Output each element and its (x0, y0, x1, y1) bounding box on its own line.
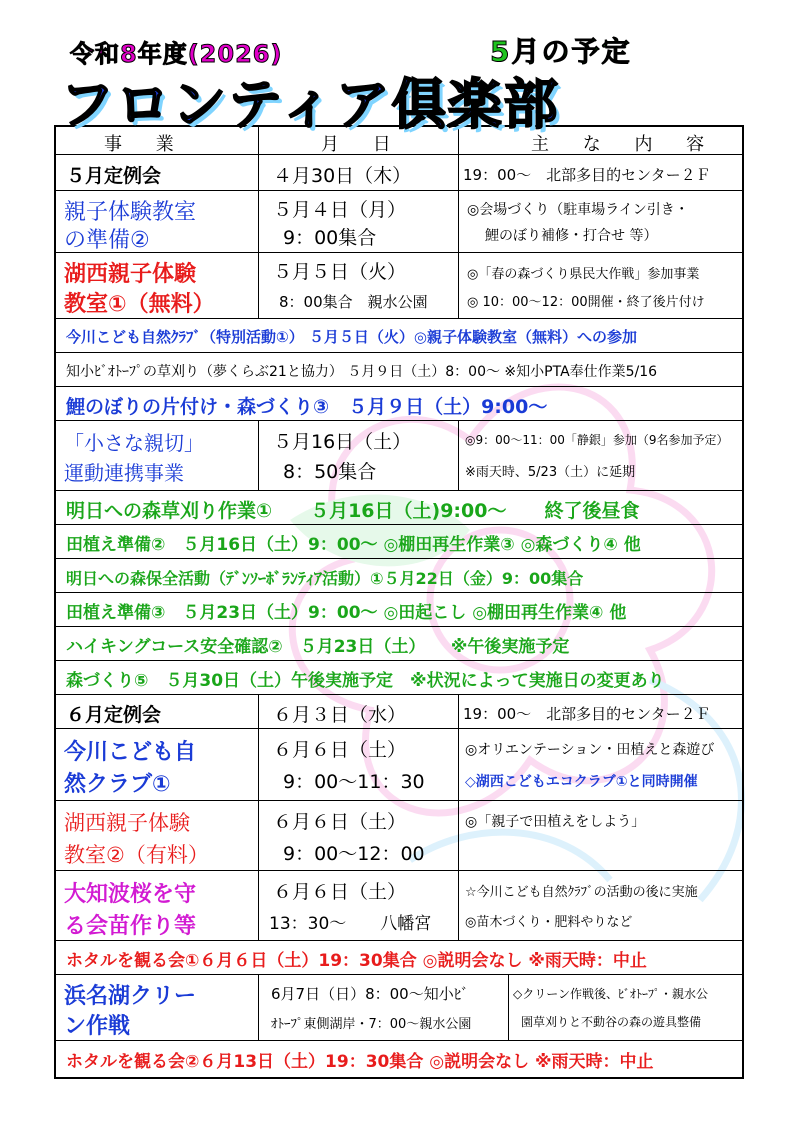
column-header-content: 主 な 内 容 (531, 134, 719, 155)
event-time: 9：00～12：00 (283, 843, 425, 865)
table-row (56, 353, 742, 387)
table-row (56, 387, 742, 421)
column-header-date: 月 日 (321, 134, 405, 155)
event-date: ６月６日（土） (273, 881, 407, 903)
event-time: 13：30～ 八幡宮 (269, 914, 432, 934)
column-header-event: 事 業 (104, 134, 188, 155)
event-detail: 19：00～ 北部多目的センター２Ｆ (463, 166, 711, 184)
table-row (56, 801, 742, 871)
event-name-line2: の準備② (64, 228, 150, 253)
table-row (56, 871, 742, 941)
event-date: ４月30日（木） (273, 165, 412, 187)
event-line: 鯉のぼりの片付け・森づくり③ ５月９日（土）9:00～ (66, 396, 548, 418)
table-row (56, 191, 742, 253)
table-row (56, 253, 742, 319)
table-row (56, 975, 742, 1041)
table-row (56, 421, 742, 491)
table-row (56, 559, 742, 593)
table-row (56, 491, 742, 525)
event-name-line1: 「小さな親切」 (64, 431, 204, 455)
table-row (56, 319, 742, 353)
event-date: ６月６日（土） (273, 811, 407, 833)
event-line: 明日への森草刈り作業① ５月16日（土)9:00～ 終了後昼食 (66, 500, 640, 522)
table-row (56, 525, 742, 559)
table-row (56, 155, 742, 191)
event-name-line2: る会苗作り等 (64, 914, 197, 939)
event-line: 知小ﾋﾞｵﾄｰﾌﾟの草刈り（夢くらぶ21と協力） ５月９日（土）8：00～ ※知小PTA奉仕作業5/16 (66, 364, 658, 380)
club-title: フロンティア倶楽部 (60, 73, 560, 136)
event-time: 8：00集合 親水公園 (279, 293, 428, 311)
event-line: ホタルを観る会②６月13日（土）19：30集合 ◎説明会なし ※雨天時：中止 (66, 1052, 654, 1072)
event-detail-line1: ◎「春の森づくり県民大作戦」参加事業 (467, 267, 700, 282)
event-date: ５月16日（土） (273, 431, 412, 453)
table-row (56, 627, 742, 661)
event-line: 田植え準備③ ５月23日（土）9：00～ ◎田起こし ◎棚田再生作業④ 他 (66, 603, 627, 623)
event-date: ５月５日（火） (273, 261, 407, 283)
table-row (56, 941, 742, 975)
event-detail-line1: ◇クリーン作戦後、ﾋﾞｵﾄｰﾌﾟ・親水公 (513, 987, 708, 1001)
event-line: ホタルを観る会①６月６日（土）19：30集合 ◎説明会なし ※雨天時：中止 (66, 951, 647, 971)
event-detail-line2: ※雨天時、5/23（土）に延期 (465, 465, 636, 480)
event-detail-line2: ◎苗木づくり・肥料やりなど (465, 915, 633, 930)
event-time: 9：00～11：30 (283, 771, 425, 793)
month-plan-label: 5月の予定 (490, 35, 632, 68)
event-date: ６月３日（水） (273, 704, 407, 726)
event-name: ５月定例会 (66, 165, 162, 187)
event-name-line2: 然クラブ① (64, 772, 171, 797)
fiscal-year-label: 令和8年度(2026) (70, 40, 283, 68)
event-name-line1: 湖西親子体験 (64, 262, 197, 287)
event-line: 明日への森保全活動（ﾃﾞﾝｿｰﾎﾞﾗﾝﾃｨｱ活動）①５月22日（金）9：00集合 (66, 569, 584, 588)
event-name-line2: 運動連携事業 (64, 461, 184, 485)
event-detail-line1: ◎オリエンテーション・田植えと森遊び (465, 742, 715, 758)
table-row (56, 1041, 742, 1077)
event-name-line1: 湖西親子体験 (64, 811, 190, 835)
event-detail-line1: ◎9：00～11：00「静銀」参加（9名参加予定） (465, 433, 729, 447)
event-name-line2: ン作戦 (64, 1014, 131, 1039)
event-detail-line1: ◎「親子で田植えをしよう」 (465, 814, 646, 830)
event-detail-line1: ☆今川こども自然ｸﾗﾌﾞの活動の後に実施 (465, 885, 698, 900)
event-date: 6月7日（日）8：00～知小ﾋﾞ (271, 985, 469, 1003)
event-date: ６月６日（土） (273, 739, 407, 761)
event-detail-line2: ◎ 10：00～12：00開催・終了後片付け (467, 295, 705, 310)
event-line: 今川こども自然ｸﾗﾌﾞ（特別活動①） ５月５日（火）◎親子体験教室（無料）への参加 (66, 328, 638, 346)
table-row (56, 593, 742, 627)
event-detail-line2: 園草刈りと不動谷の森の遊具整備 (521, 1015, 702, 1029)
event-time: 8：50集合 (283, 461, 377, 483)
event-detail: 19：00～ 北部多目的センター２Ｆ (463, 705, 711, 723)
event-detail-line1: ◎会場づくり（駐車場ライン引き・ (467, 202, 689, 218)
table-row (56, 695, 742, 729)
schedule-table (54, 125, 744, 1079)
event-detail-line2: 鯉のぼり補修・打合せ 等） (485, 228, 658, 244)
page-header (0, 0, 800, 136)
event-time: ｵﾄｰﾌﾟ東側湖岸・7：00～親水公園 (271, 1017, 472, 1032)
event-date: ５月４日（月） (273, 199, 407, 221)
event-detail-line2: ◇湖西こどもエコクラブ①と同時開催 (465, 774, 698, 790)
event-name-line1: 大知波桜を守 (64, 882, 197, 907)
event-time: 9：00集合 (283, 227, 377, 249)
event-name-line1: 親子体験教室 (64, 200, 197, 225)
event-line: 森づくり⑤ ５月30日（土）午後実施予定 ※状況によって実施日の変更あり (66, 671, 665, 691)
event-line: 田植え準備② ５月16日（土）9：00～ ◎棚田再生作業③ ◎森づくり④ 他 (66, 535, 641, 555)
table-row (56, 729, 742, 801)
event-name-line1: 今川こども自 (64, 740, 197, 765)
event-line: ハイキングコース安全確認② ５月23日（土） ※午後実施予定 (66, 637, 570, 657)
event-name-line2: 教室②（有料） (64, 843, 209, 867)
event-name: ６月定例会 (66, 704, 162, 726)
event-name-line2: 教室①（無料） (64, 292, 215, 317)
event-name-line1: 浜名湖クリー (64, 984, 197, 1009)
table-row (56, 661, 742, 695)
